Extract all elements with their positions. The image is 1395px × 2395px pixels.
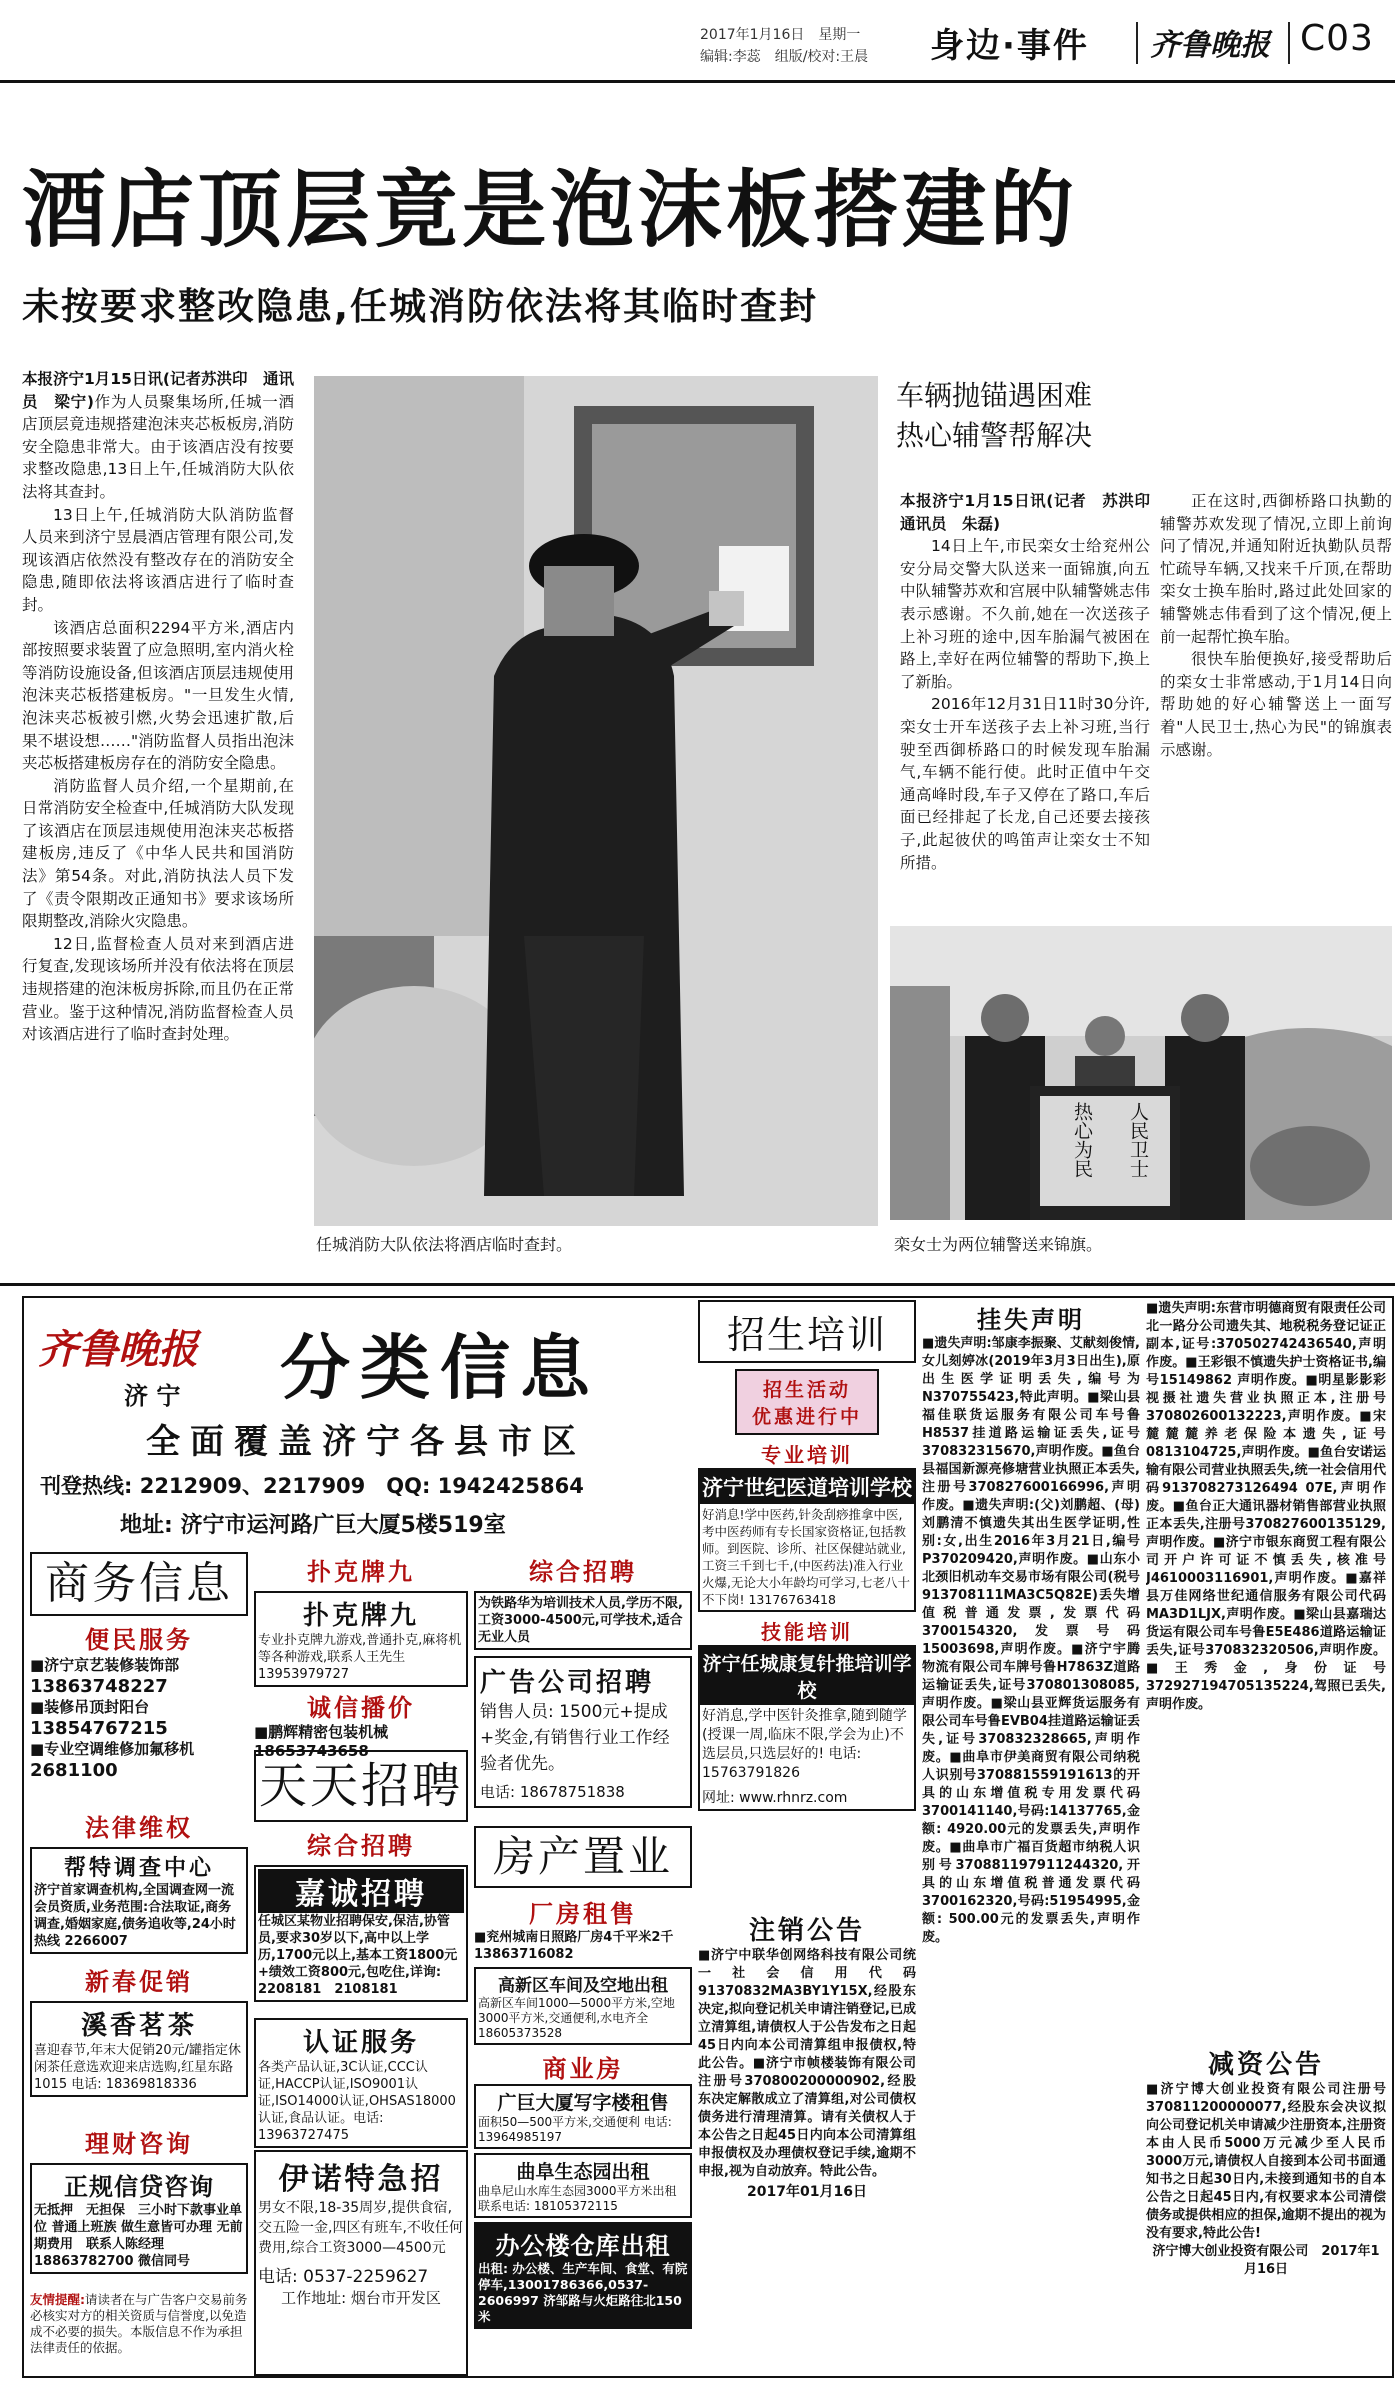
- school2-body: 好消息,学中医针灸推拿,随到随学(授课一周,临床不限,学会为止)不选层员,只选层好的! 电话: 15763791826: [702, 1708, 907, 1781]
- gaoxin-body: 高新区车间1000—5000平方米,空地3000平方米,交通便利,水电齐全 18605373528: [478, 1996, 675, 2040]
- side-article-col2: [1160, 490, 1392, 761]
- article-paragraph: 12日,监督检查人员对来到酒店进行复查,发现该场所并没有依法将在顶层违规搭建的泡沫板房拆除,而且仍在正常营业。鉴于这种情况,消防监督检查人员对该酒店进行了临时查封处理。: [22, 934, 294, 1044]
- list-item: 13854767215: [30, 1718, 168, 1739]
- article-paragraph: 消防监督人员介绍,一个星期前,在日常消防安全检查中,任城消防大队发现了该酒店在顶层违规使用泡沫夹芯板搭建板房,违反了《中华人民共和国消防法》第54条。对此,消防执法人员下发了《责令限期改正通知书》要求该场所限期整改,消除火灾隐患。: [22, 776, 294, 931]
- training-section: [698, 1300, 916, 1811]
- classifieds-address: 地址: 济宁市运河路广巨大厦5楼519室: [120, 1513, 506, 1538]
- main-subheadline: 未按要求整改隐患,任城消防依法将其临时查封: [22, 285, 819, 328]
- yinuo-box: [254, 2150, 468, 2376]
- yinuo-address: 工作地址: 烟台市开发区: [281, 2289, 441, 2307]
- article-paragraph: 作为人员聚集场所,任城一酒店顶层竟违规搭建泡沫夹芯板板房,消防安全隐患非常大。由于该酒店没有按要求整改隐患,13日上午,任城消防大队依法将其查封。: [22, 392, 294, 501]
- finance-box: [30, 2163, 248, 2274]
- decrease-sign: 济宁博大创业投资有限公司 2017年1月16日: [1152, 2244, 1380, 2277]
- yinuo-heading: 伊诺特急招: [278, 2162, 444, 2197]
- daily-hiring-box: [254, 1750, 468, 1822]
- training-badge-line: 招生活动: [762, 1379, 851, 1401]
- office-heading: 办公楼仓库出租: [495, 2232, 671, 2260]
- school2-heading: 济宁任城康复针推培训学校: [700, 1647, 914, 1705]
- side-headline-line: 车辆抛锚遇困难: [896, 379, 1093, 412]
- legal-box: [30, 1847, 248, 1954]
- legal-heading: 帮特调查中心: [63, 1856, 214, 1881]
- legal-body: 济宁首家调查机构,全国调查网一流会员资质,业务范围:合法取证,商务调查,婚姻家庭,债务追收等,24小时热线 2266007: [34, 1883, 236, 1949]
- issue-date: 2017年1月16日 星期一: [700, 27, 861, 43]
- paper-logo: 齐鲁晚报: [1150, 28, 1270, 63]
- comprehensive-title: 综合招聘: [307, 1832, 415, 1860]
- main-photo-caption: 任城消防大队依法将酒店临时查封。: [316, 1235, 573, 1254]
- header-divider: [1136, 22, 1138, 64]
- yinuo-phone: 电话: 0537-2259627: [258, 2267, 429, 2287]
- promo-box: [30, 2001, 248, 2097]
- certification-box: [254, 2018, 468, 2148]
- classifieds-masthead: [30, 1300, 690, 1550]
- promo-heading: 溪香茗茶: [80, 2011, 197, 2041]
- ad-company-box: [474, 1656, 692, 1808]
- convenience-list: [30, 1655, 248, 1781]
- huawei-box: [474, 1591, 692, 1650]
- side-headline: [896, 376, 1092, 456]
- classifieds-hotline: 刊登热线: 2212909、2217909 QQ: 1942425864: [40, 1474, 584, 1498]
- certification-title: 认证服务: [302, 2028, 419, 2058]
- lost-title: 挂失声明: [977, 1306, 1085, 1334]
- school1-heading: 济宁世纪医道培训学校: [700, 1470, 914, 1504]
- legal-title: 法律维权: [85, 1814, 193, 1842]
- guangju-heading: 广巨大厦写字楼租售: [497, 2092, 669, 2114]
- main-photo: [314, 376, 878, 1226]
- finance-body: 无抵押 无担保 三小时下款事业单位 普通上班族 做生意皆可办理 无前期费用 联系人陈经理 18863782700 微信同号: [34, 2203, 243, 2269]
- training-title: 招生培训: [726, 1313, 887, 1357]
- side-dateline: 本报济宁1月15日讯(记者 苏洪印 通讯员 朱磊): [900, 492, 1166, 533]
- section-rule: [0, 1283, 1395, 1286]
- convenience-title: 便民服务: [85, 1626, 193, 1654]
- certification-section: [254, 2018, 468, 2148]
- qufu-body: 曲阜尼山水库生态园3000平方米出租 联系电话: 18105372115: [478, 2184, 677, 2213]
- article-paragraph: 很快车胎便换好,接受帮助后的栾女士非常感动,于1月14日向帮助她的好心辅警送上一面写着"人民卫士,热心为民"的锦旗表示感谢。: [1160, 650, 1392, 759]
- pro-training-title: 专业培训: [761, 1443, 853, 1467]
- convenience-section: [30, 1620, 248, 1781]
- ad-company-heading: 广告公司招聘: [480, 1668, 655, 1698]
- finance-title: 理财咨询: [85, 2130, 193, 2158]
- editor-credit: 编辑:李蕊 组版/校对:王晨: [700, 49, 869, 65]
- hiring2-title: 综合招聘: [529, 1558, 637, 1586]
- ad-company-body: 销售人员: 1500元+提成+奖金,有销售行业工作经验者优先。: [480, 1702, 670, 1774]
- school2-box: [698, 1645, 916, 1811]
- poker-box: [254, 1591, 468, 1687]
- promo-section: [30, 1962, 248, 2097]
- classifieds-title: 分类信息: [280, 1326, 600, 1409]
- main-dateline: 本报济宁1月15日讯(记者苏洪印 通讯员 梁宁): [22, 370, 294, 411]
- lost-section: [922, 1300, 1140, 2374]
- training-badge-line: 优惠进行中: [751, 1406, 862, 1428]
- banner-text-left: 人民卫士: [1127, 1102, 1149, 1178]
- decrease-section: [1146, 2044, 1386, 2279]
- certification-body: 各类产品认证,3C认证,CCC认证,HACCP认证,ISO9001认证,ISO14000认证,OHSAS18000认证,食品认证。电话: 13963727475: [258, 2060, 456, 2143]
- decrease-body: ■济宁博大创业投资有限公司注册号370811200000077,经股东会决议拟向公司登记机关申请减少注册资本,注册资本由人民币5000万元减少至人民币3000万元,请债权人自接到本公司书面通知书之日起30日内,未接到通知书的自本公告之日起45日内,有权要求本公司清偿债务或提供相应的担保,逾期不提出的视为没有要求,特此公告!: [1146, 2082, 1386, 2241]
- guangju-body: 面积50—500平方米,交通便利 电话: 13964985197: [478, 2115, 672, 2144]
- qufu-box: [474, 2153, 692, 2218]
- yinuo-section: [254, 2150, 468, 2376]
- cancellation-section: [698, 1910, 916, 2201]
- main-headline: 酒店顶层竟是泡沫板搭建的: [22, 161, 1079, 259]
- article-paragraph: 14日上午,市民栾女士给兖州公安分局交警大队送来一面锦旗,向五中队辅警苏欢和宫展中队辅警姚志伟表示感谢。不久前,她在一次送孩子上补习班的途中,因车胎漏气被困在路上,幸好在两位辅警的帮助下,换上了新胎。: [900, 537, 1150, 691]
- promo-title: 新春促销: [85, 1968, 193, 1996]
- article-paragraph: 正在这时,西御桥路口执勤的辅警苏欢发现了情况,立即上前询问了情况,并通知附近执勤队员帮忙疏导车辆,又找来千斤顶,在帮助栾女士换车胎时,路过此处回家的辅警姚志伟看到了这个情况,便上前一起帮忙换车胎。: [1160, 492, 1392, 646]
- poker-body: 专业扑克牌九游戏,普通扑克,麻将机等各种游戏,联系人王先生 13953979727: [258, 1633, 462, 1682]
- classifieds-coverage: 全面覆盖济宁各县市区: [146, 1422, 586, 1462]
- school1-body: 好消息!学中医药,针灸刮痧推拿中医,考中医药师有专长国家资格证,包括教师。到医院、诊所、社区保健站就业,工资三千到七千,(中医药法)准入行业 火爆,无论大小年龄均可学习,七老八十不下岗! 13176763418: [702, 1507, 910, 1607]
- huawei-body: 为铁路华为培训技术人员,学历不限,工资3000-4500元,可学技术,适合无业人员: [478, 1596, 683, 1645]
- article-paragraph: 该酒店总面积2294平方米,酒店内部按照要求装置了应急照明,室内消火栓等消防设施设备,但该酒店顶层违规使用泡沫夹芯板搭建板房。"一旦发生火情,泡沫夹芯板被引燃,火势会迅速扩散,后果不堪设想……"消防监督人员指出泡沫夹芯板搭建板房存在的消防安全隐患。: [22, 618, 294, 773]
- hiring2-section: [474, 1552, 692, 1808]
- integrity-title: 诚信播价: [307, 1694, 415, 1722]
- banner-text-right: 热心为民: [1071, 1102, 1093, 1178]
- real-estate-title: 房产置业: [492, 1832, 673, 1881]
- school2-website: 网址: www.rhnrz.com: [702, 1790, 848, 1806]
- guangju-box: [474, 2084, 692, 2149]
- article-paragraph: 13日上午,任城消防大队消防监督人员来到济宁昱晨酒店管理有限公司,发现该酒店依然没有整改存在的消防安全隐患,随即依法将该酒店进行了临时查封。: [22, 505, 294, 614]
- promo-body: 喜迎春节,年末大促销20元/罐指定休闲茶任意选欢迎来店选购,红星东路1015 电话: 18369818336: [34, 2043, 242, 2092]
- list-item: ■济宁京艺装修装饰部: [30, 1656, 180, 1674]
- office-body: 出租: 办公楼、生产车间、食堂、有院停车,13001786366,0537-2606997 济邹路与火炬路往北150米: [478, 2261, 688, 2324]
- section-title: 身边·事件: [930, 26, 1089, 66]
- list-item: ■装修吊顶封阳台: [30, 1698, 150, 1716]
- article-paragraph: 2016年12月31日11时30分许,栾女士开车送孩子去上补习班,当行驶至西御桥路口的时候发现车胎漏气,车辆不能行使。此时正值中午交通高峰时段,车子又停在了路口,车后面已经排起了长龙,自己还要去接孩子,此起彼伏的鸣笛声让栾女士不知所措。: [900, 695, 1150, 872]
- factory-body: ■兖州城南日照路厂房4千平米2千 13863716082: [474, 1930, 674, 1962]
- finance-heading: 正规信贷咨询: [64, 2173, 214, 2201]
- cancellation-date: 2017年01月16日: [747, 2184, 867, 2200]
- classifieds-logo: 齐鲁晚报: [38, 1326, 198, 1373]
- lost-body: ■遗失声明:邹康李振聚、艾献刻俊情,女儿刻婷冰(2019年3月3日出生),原出生医学证明丢失,编号为N370755423,特此声明。■梁山县福佳联货运服务有限公司车号鲁H8537挂道路运输证丢失,证号370832315670,声明作废。■鱼台县福国新源亮修塘营业执照正本丢失,注册号370827600166996,声明作废。■遗失声明:(父)刘鹏超、(母)刘鹏清不慎遗失其出生医学证明,性别:女,出生2016年3月21日,编号P370209420,声明作废。■山东小北颈旧机动车交易市场有限公司(税号913708111MA3C5Q82E)丢失增值税普通发票,发票代码3700154320,发票号码15003698,声明作废。■济宁宇腾物流有限公司车牌号鲁H7863Z道路运输证丢失,证号370801308085,声明作废。■梁山县亚辉货运服务有限公司车号鲁EVB04挂道路运输证丢失,证号370832328665,声明作废。■曲阜市伊美商贸有限公司纳税人识别号370881559191613的开具的山东增值税专用发票代码3700141140,号码:14137765,金额: 4920.00元的发票丢失,声明作废。■曲阜市广福百货超市纳税人识别号370881197911244320,开具的山东增值税普通发票代码3700162320,号码:51954995,金额: 500.00元的发票丢失,声明作废。: [922, 1336, 1140, 1945]
- business-info-title: 商务信息: [45, 1558, 233, 1609]
- list-item: ■专业空调维修加氟移机: [30, 1740, 195, 1758]
- factory-title: 厂房租售: [529, 1900, 637, 1928]
- side-photo: [890, 926, 1392, 1220]
- office-box: [474, 2222, 692, 2329]
- business-info-box: [30, 1552, 248, 1616]
- school1-box: [698, 1468, 916, 1612]
- finance-section: [30, 2124, 248, 2274]
- poker-heading: 扑克牌九: [302, 1601, 419, 1631]
- poker-section: [254, 1552, 468, 1687]
- header-rule: [0, 80, 1395, 83]
- training-badge: [735, 1369, 879, 1435]
- real-estate-box: [474, 1826, 692, 1888]
- training-title-box: [698, 1300, 916, 1363]
- skill-training-title: 技能培训: [761, 1620, 853, 1644]
- list-item: 2681100: [30, 1760, 118, 1781]
- yinuo-body: 男女不限,18-35周岁,提供食宿,交五险一金,四区有班车,不收任何费用,综合工资3000—4500元: [258, 2200, 463, 2256]
- page-number: C03: [1300, 18, 1374, 59]
- side-photo-caption: 栾女士为两位辅警送来锦旗。: [894, 1235, 1103, 1254]
- classifieds-city: 济 宁: [124, 1382, 181, 1410]
- main-article-body: [22, 368, 294, 1046]
- daily-hiring-title: 天天招聘: [258, 1758, 463, 1814]
- side-headline-line: 热心辅警帮解决: [896, 419, 1093, 452]
- comprehensive-section: [254, 1826, 468, 2002]
- comprehensive-heading: 嘉诚招聘: [258, 1869, 464, 1913]
- qufu-heading: 曲阜生态园出租: [516, 2161, 650, 2183]
- gaoxin-box: [474, 1967, 692, 2045]
- cancellation-title: 注销公告: [748, 1916, 865, 1946]
- reminder-box: [30, 2292, 248, 2356]
- poker-title: 扑克牌九: [307, 1558, 415, 1586]
- cancellation-body: ■济宁中联华创网络科技有限公司统一社会信用代码91370832MA3BY1Y15X,经股东决定,拟向登记机关申请注销登记,已成立清算组,请债权人于公告发布之日起45日内向本公司清算组申报债权,特此公告。■济宁市帧楼装饰有限公司注册号370800200000902,经股东决定解散成立了清算组,对公司债权债务进行清理清算。请有关债权人于本公告之日起45日内向本公司清算组申报债权及办理债权登记手续,逾期不申报,视为自动放弃。特此公告。: [698, 1948, 916, 2179]
- comprehensive-body: 任城区某物业招聘保安,保洁,协管员,要求30岁以下,高中以上学历,1700元以上,基本工资1800元+绩效工资800元,包吃住,详询: 2208181 2108181: [258, 1914, 458, 1997]
- lost-section-2: [1146, 1300, 1386, 2040]
- header-divider: [1288, 22, 1290, 64]
- integrity-body: ■鹏辉精密包装机械 18653743658: [254, 1723, 389, 1760]
- factory-section: [474, 1894, 692, 2329]
- commercial-title: 商业房: [542, 2055, 624, 2083]
- comprehensive-box: [254, 1865, 468, 2002]
- gaoxin-heading: 高新区车间及空地出租: [498, 1976, 668, 1996]
- legal-section: [30, 1808, 248, 1954]
- reminder-label: 友情提醒:: [30, 2292, 85, 2307]
- side-article-col1: [900, 490, 1166, 874]
- reminder-body: 请读者在与广告客户交易前务必核实对方的相关资质与信誉度,以免造成不必要的损失。本版信息不作为承担法律责任的依据。: [30, 2292, 248, 2355]
- ad-company-phone: 电话: 18678751838: [480, 1783, 625, 1801]
- decrease-title: 减资公告: [1207, 2050, 1324, 2080]
- lost-body-2: ■遗失声明:东营市明德商贸有限责任公司北一路分公司遗失其、地税税务登记证正副本,证号:370502742436540,声明作废。■王彩银不慎遗失护士资格证书,编号15149862 声明作废。■明星影影彩视摄社遗失营业执照正本,注册号370802600132223,声明作废。■宋麓麓麓养老保险本遗失,证号0813104725,声明作废。■鱼台安诺运输有限公司营业执照丢失,统一社会信用代码913708273126494 07E,声明作废。■鱼台正大通讯器材销售部营业执照正本丢失,注册号370827600135129,声明作废。■济宁市银东商贸工程有限公司开户许可证不慎丢失,核准号J4610003116901,声明作废。■嘉祥县万佳网络世纪通信服务有限公司代码MA3D1LJX,声明作废。■梁山县嘉瑞达货运有限公司车号鲁E5E486道路运输证丢失,证号370832320506,声明作废。■王秀金,身份证号372927194705135224,驾照已丢失,声明作废。: [1146, 1301, 1386, 1712]
- list-item: 13863748227: [30, 1676, 168, 1697]
